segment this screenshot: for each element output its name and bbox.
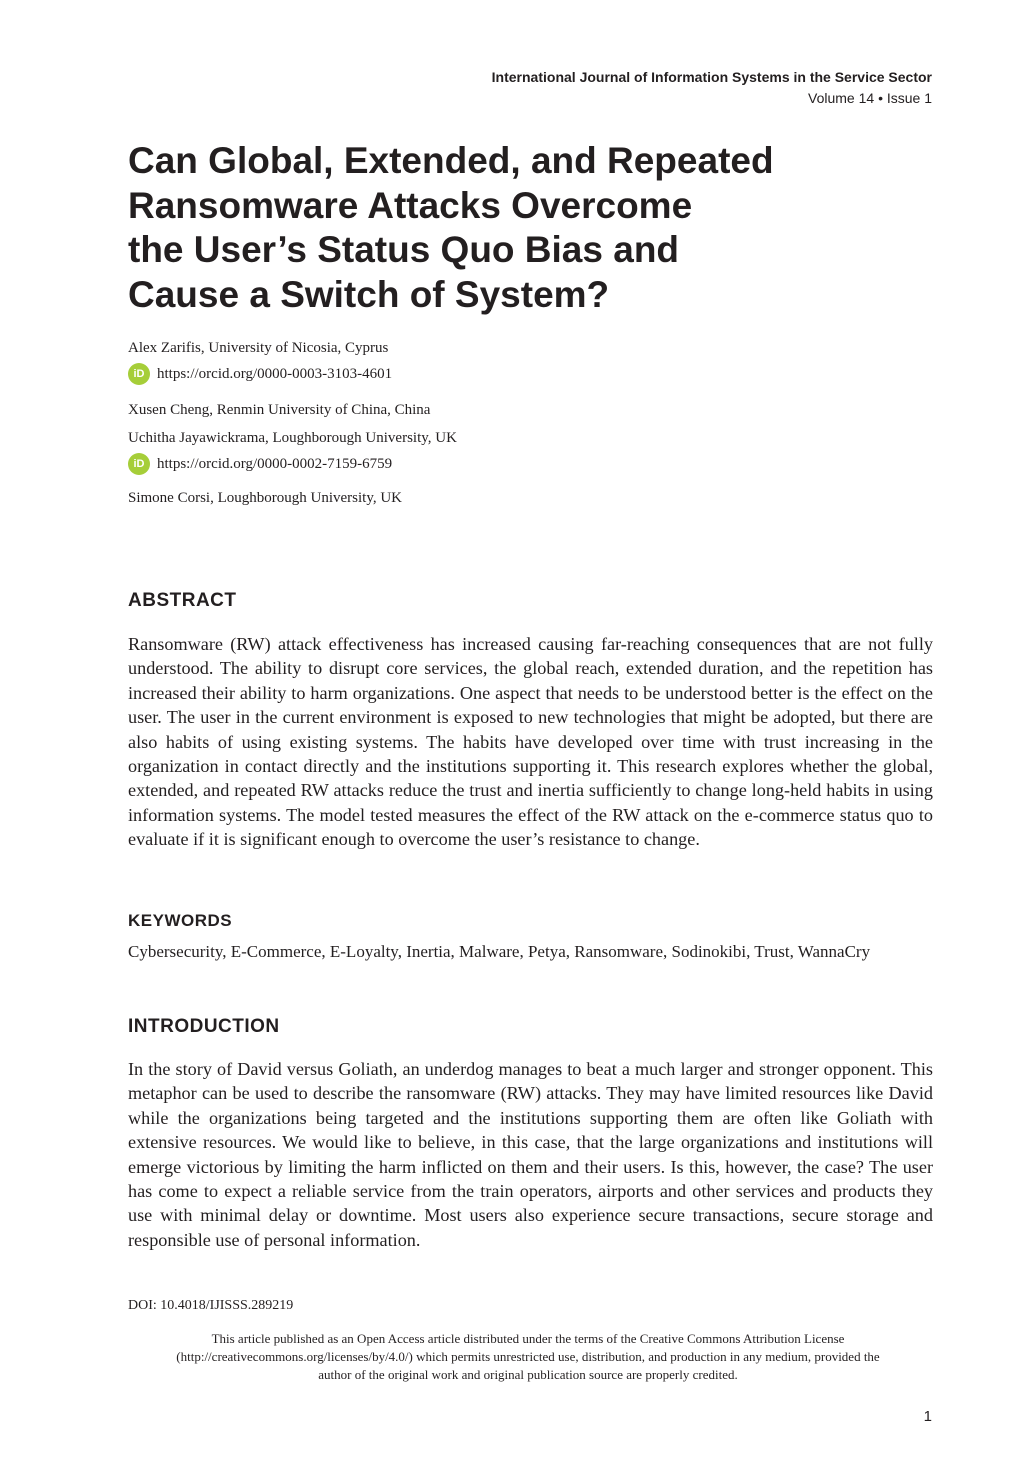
keywords-text: Cybersecurity, E-Commerce, E-Loyalty, Inertia, Malware, Petya, Ransomware, Sodinokibi, Trust, WannaCry [128,942,871,961]
orcid-row [128,452,457,476]
journal-issue: Volume 14 • Issue 1 [808,90,932,106]
introduction-text: In the story of David versus Goliath, an underdog manages to beat a much larger and stronger opponent. This metaphor can be used to describe the ransomware (RW) attacks. They may have limited resources like David while the organizations being targeted and the institutions supporting them are often like Goliath with extensive resources. We would like to believe, in this case, that the large organizations and institutions will emerge victorious by limiting the harm inflicted on them and their users. Is this, however, the case? The user has come to expect a reliable service from the train operators, airports and other services and products they use with minimal delay or downtime. Most users also experience secure transactions, secure storage and responsible use of personal information. [128,1059,933,1250]
doi: DOI: 10.4018/IJISSS.289219 [128,1298,294,1313]
article-title [128,139,888,317]
author-affiliation: Xusen Cheng, Renmin University of China, China [128,402,431,418]
abstract-text: Ransomware (RW) attack effectiveness has increased causing far-reaching consequences that are not fully understood. The ability to disrupt core services, the global reach, extended duration, and the repetition has increased their ability to harm organizations. One aspect that needs to be understood better is the effect on the user. The user in the current environment is exposed to new technologies that might be adopted, but there are also habits of using existing systems. The habits have developed over time with trust increasing in the organization in contact directly and the institutions supporting it. This research explores whether the global, extended, and repeated RW attacks reduce the trust and inertia sufficiently to change long-held habits in using information systems. The model tested measures the effect of the RW attack on the e-commerce status quo to evaluate if it is significant enough to overcome the user’s resistance to change. [128,634,933,850]
author-affiliation: Alex Zarifis, University of Nicosia, Cyprus [128,340,389,356]
license-text: This article published as an Open Access article distributed under the terms of the Creative Commons Attribution License (http://creativecommons.org/licenses/by/4.0/) which permits unrestricted use, distribution, and production in any medium, provided the author of the original work and original publication source are properly credited. [176,1331,880,1382]
author-affiliation: Uchitha Jayawickrama, Loughborough University, UK [128,430,457,446]
introduction-heading: INTRODUCTION [128,1016,280,1037]
orcid-icon: iD [128,363,150,385]
abstract-heading: ABSTRACT [128,590,237,611]
orcid-row [128,362,457,386]
title-line: Ransomware Attacks Overcome [128,184,693,226]
page-number: 1 [923,1408,932,1425]
title-line: Cause a Switch of System? [128,273,610,315]
author-affiliation: Simone Corsi, Loughborough University, UK [128,490,403,506]
keywords-heading: KEYWORDS [128,911,233,930]
journal-header [492,67,932,108]
orcid-link[interactable]: https://orcid.org/0000-0003-3103-4601 [157,365,393,382]
journal-name: International Journal of Information Systems in the Service Sector [491,69,932,85]
title-line: Can Global, Extended, and Repeated [128,140,774,181]
title-line: the User’s Status Quo Bias and [128,229,680,270]
orcid-link[interactable]: https://orcid.org/0000-0002-7159-6759 [157,455,393,472]
author-list [128,338,457,508]
orcid-icon: iD [128,453,150,475]
